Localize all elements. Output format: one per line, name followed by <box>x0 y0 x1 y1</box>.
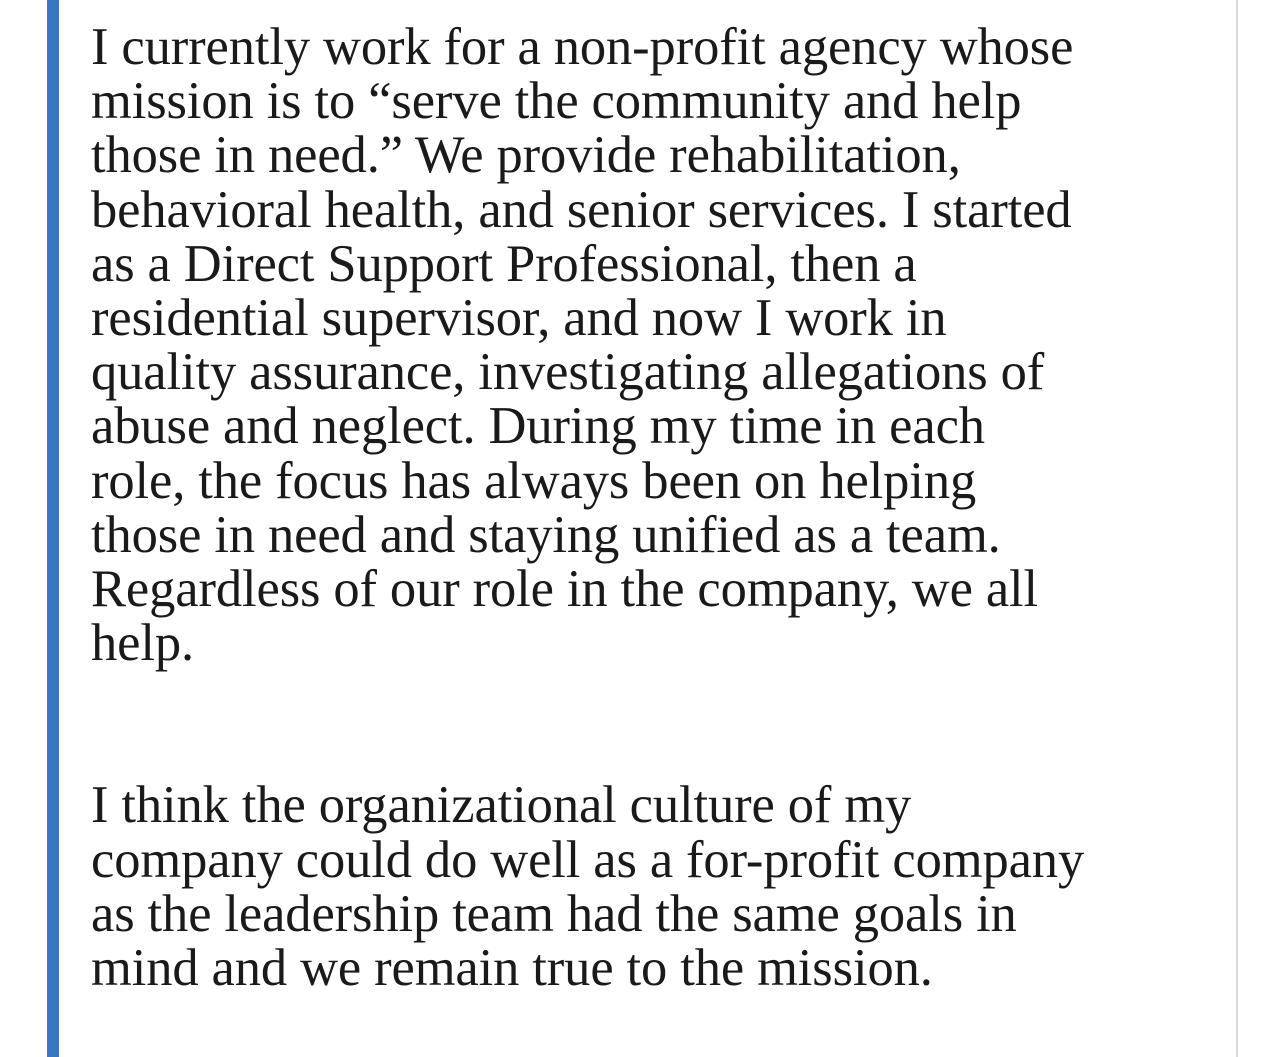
paragraph-1: I currently work for a non-profit agency whose mission is to “serve the community and help those in need.” We provide rehabilitation, behavioral health, and senior services. I started as a Direct Support Professional, then a residential supervisor, and now I work in quality assurance, investigating allegations of abuse and neglect. During my time in each role, the focus has always been on helping those in need and staying unified as a team. Regardless of our role in the company, we all help. <box>91 18 1074 673</box>
quote-accent-bar <box>47 0 59 1057</box>
post-body <box>91 18 1231 998</box>
paragraph-2: I think the organizational culture of my company could do well as a for-profit company as the leadership team had the same goals in mind and we remain true to the mission. <box>91 776 1085 998</box>
right-divider <box>1236 0 1238 1057</box>
